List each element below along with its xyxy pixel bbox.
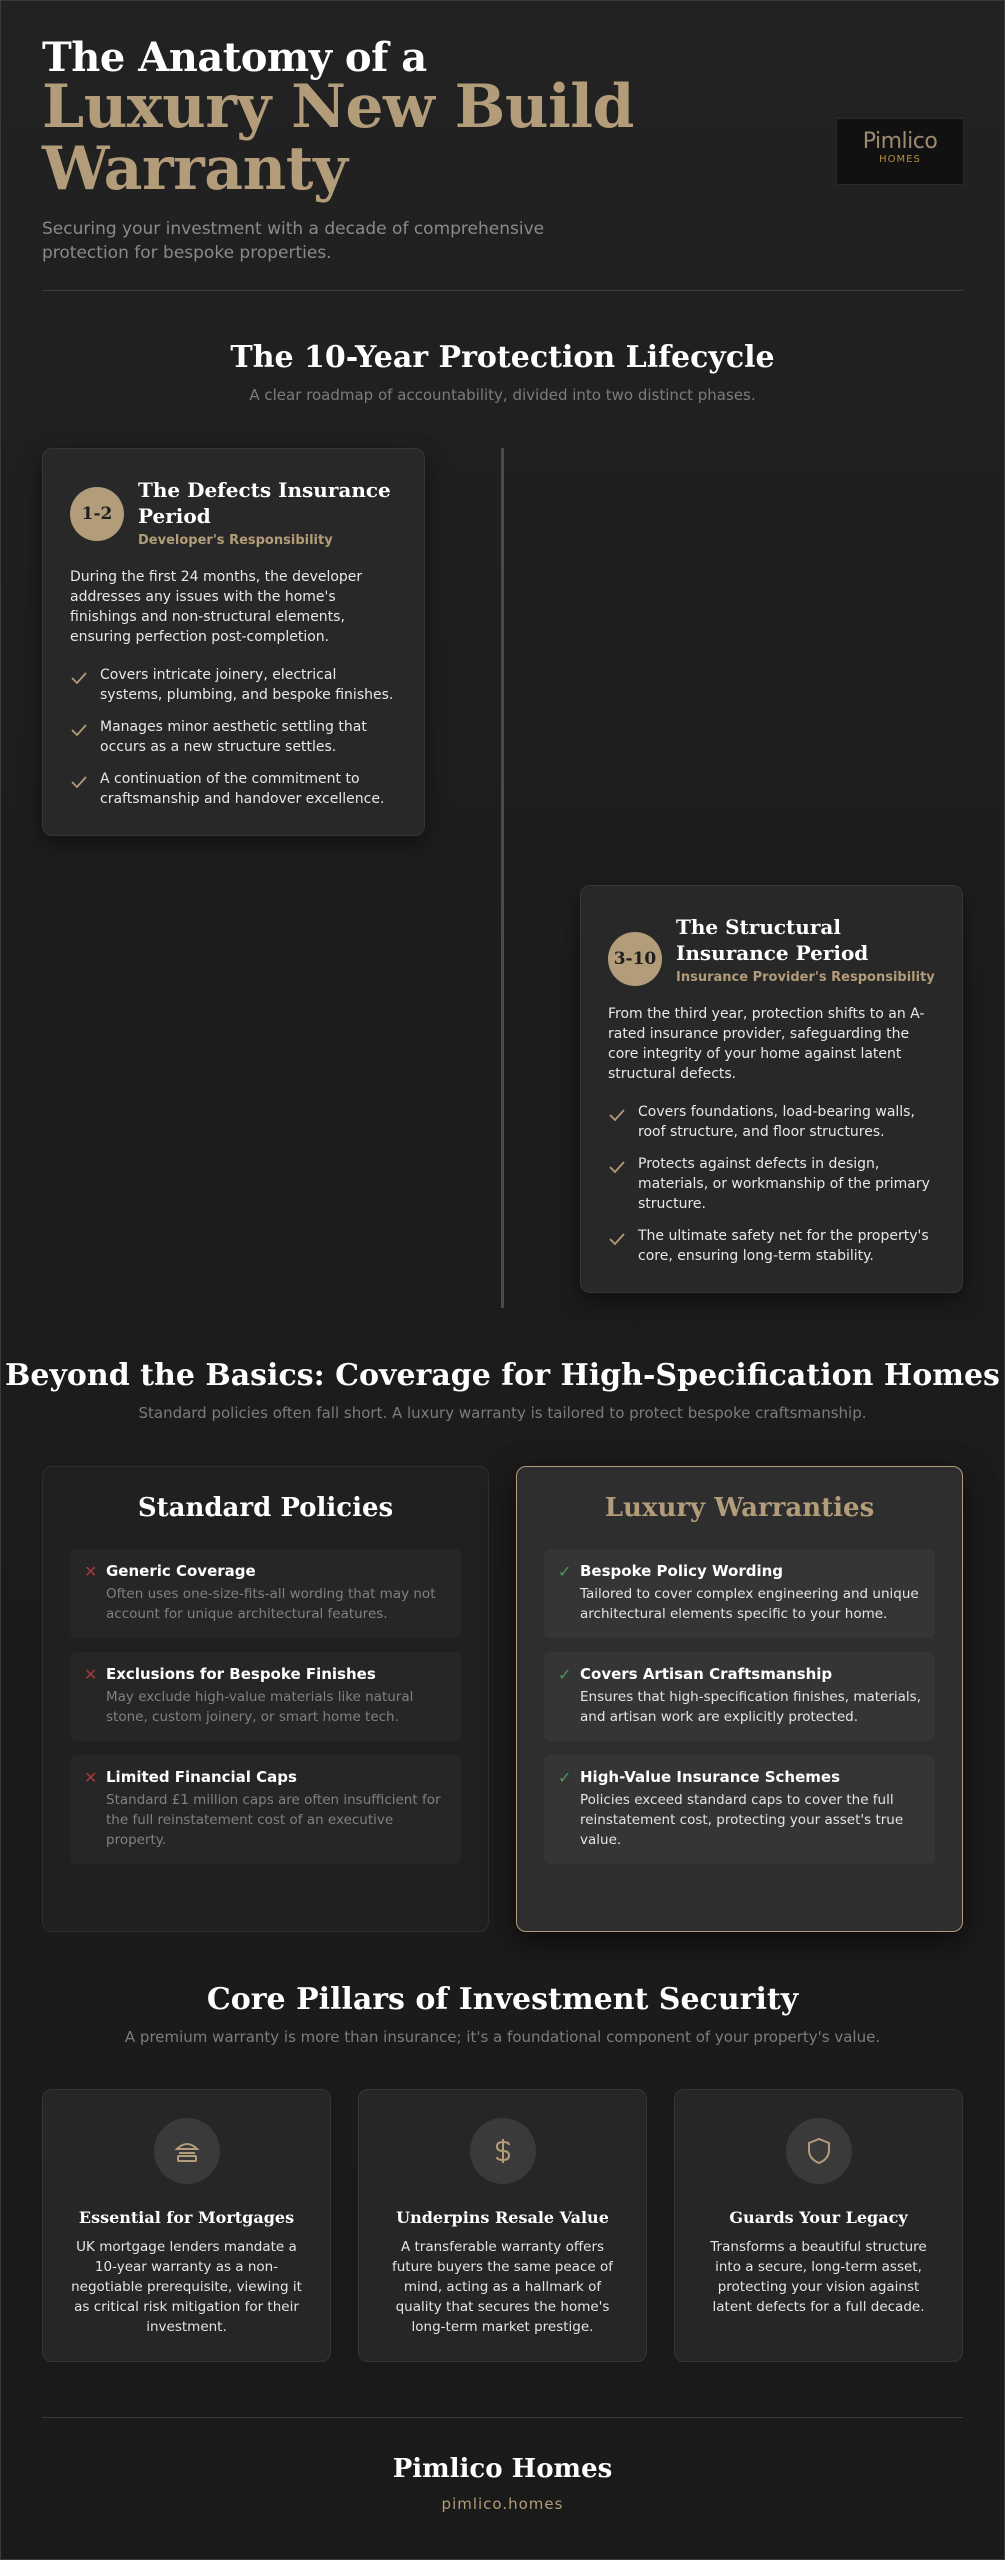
check-icon: ✓ bbox=[558, 1768, 572, 1787]
lifecycle-subtitle: A clear roadmap of accountability, divided into two distinct phases. bbox=[249, 386, 756, 404]
item-title: Exclusions for Bespoke Finishes bbox=[106, 1665, 376, 1683]
phase-description: During the first 24 months, the developer addresses any issues with the home's finishings and non-structural elements, ensuring perfection post-completion. bbox=[70, 569, 363, 645]
check-icon: ✓ bbox=[558, 1665, 572, 1684]
page-title-line2: Luxury New Build Warranty bbox=[42, 72, 634, 204]
pillar-title: Guards Your Legacy bbox=[729, 2208, 908, 2227]
dollar-icon bbox=[470, 2118, 536, 2184]
phase-badge: 3-10 bbox=[608, 932, 662, 986]
pillar-desc: UK mortgage lenders mandate a 10-year warranty as a non-negotiable prerequisite, viewing it as critical risk mitigation for their investment. bbox=[71, 2239, 302, 2335]
phase-role: Developer's Responsibility bbox=[138, 533, 333, 548]
page-subtitle: Securing your investment with a decade of comprehensive protection for bespoke properties. bbox=[42, 219, 545, 263]
pimlico-logo[interactable] bbox=[836, 118, 964, 185]
phase-card-defects bbox=[42, 448, 425, 836]
check-icon bbox=[70, 669, 88, 687]
list-item bbox=[608, 1226, 935, 1266]
check-icon bbox=[608, 1158, 626, 1176]
phase-title: The Structural Insurance Period bbox=[676, 915, 869, 965]
pillar-card-mortgages bbox=[42, 2089, 331, 2362]
timeline-line bbox=[501, 448, 504, 1308]
item-title: Generic Coverage bbox=[106, 1562, 256, 1580]
point-text: Manages minor aesthetic settling that occurs as a new structure settles. bbox=[100, 719, 367, 755]
list-item bbox=[544, 1652, 935, 1741]
list-item bbox=[608, 1102, 935, 1142]
item-title: Limited Financial Caps bbox=[106, 1768, 297, 1786]
phase-role: Insurance Provider's Responsibility bbox=[676, 970, 935, 985]
pillar-title: Essential for Mortgages bbox=[78, 2208, 295, 2227]
comparison-title: Beyond the Basics: Coverage for High-Specification Homes bbox=[5, 1358, 1000, 1393]
list-item bbox=[70, 1755, 461, 1864]
pillar-desc: A transferable warranty offers future buyers the same peace of mind, acting as a hallmark of quality that secures the home's long-term market prestige. bbox=[392, 2239, 613, 2335]
pillar-desc: Transforms a beautiful structure into a secure, long-term asset, protecting your vision against latent defects for a full decade. bbox=[710, 2239, 927, 2315]
cross-icon: ✕ bbox=[84, 1768, 98, 1787]
luxury-warranties-card bbox=[516, 1466, 963, 1932]
point-text: A continuation of the commitment to craftsmanship and handover excellence. bbox=[100, 771, 385, 807]
item-desc: Standard £1 million caps are often insufficient for the full reinstatement cost of an executive property. bbox=[106, 1792, 441, 1848]
phase-badge: 1-2 bbox=[70, 487, 124, 541]
check-icon bbox=[608, 1106, 626, 1124]
phase-card-structural bbox=[580, 885, 963, 1293]
luxury-warranties-title: Luxury Warranties bbox=[604, 1493, 875, 1523]
item-desc: May exclude high-value materials like natural stone, custom joinery, or smart home tech. bbox=[106, 1689, 414, 1725]
list-item bbox=[544, 1549, 935, 1638]
lifecycle-title: The 10-Year Protection Lifecycle bbox=[230, 340, 775, 375]
phase-title: The Defects Insurance Period bbox=[138, 478, 391, 528]
item-title: Covers Artisan Craftsmanship bbox=[580, 1665, 833, 1683]
comparison-subtitle: Standard policies often fall short. A luxury warranty is tailored to protect bespoke craftsmanship. bbox=[138, 1404, 867, 1422]
item-desc: Tailored to cover complex engineering and unique architectural elements specific to your home. bbox=[580, 1586, 919, 1622]
footer-name: Pimlico Homes bbox=[392, 2454, 613, 2484]
footer-link[interactable]: pimlico.homes bbox=[441, 2495, 564, 2513]
logo-sub: HOMES bbox=[879, 154, 921, 165]
list-item bbox=[608, 1154, 935, 1214]
point-text: The ultimate safety net for the property's core, ensuring long-term stability. bbox=[638, 1228, 929, 1264]
footer-divider bbox=[42, 2417, 963, 2418]
check-icon bbox=[608, 1230, 626, 1248]
item-desc: Policies exceed standard caps to cover the full reinstatement cost, protecting your asset's true value. bbox=[580, 1792, 904, 1848]
item-desc: Often uses one-size-fits-all wording that may not account for unique architectural features. bbox=[106, 1586, 436, 1622]
page-title-line1: The Anatomy of a bbox=[42, 34, 427, 81]
item-desc: Ensures that high-specification finishes, materials, and artisan work are explicitly protected. bbox=[580, 1689, 921, 1725]
pillars-subtitle: A premium warranty is more than insurance; it's a foundational component of your property's value. bbox=[124, 2028, 881, 2046]
list-item bbox=[70, 1652, 461, 1741]
point-text: Covers foundations, load-bearing walls, roof structure, and floor structures. bbox=[638, 1104, 915, 1140]
logo-name: Pimlico bbox=[862, 129, 938, 154]
phase-description: From the third year, protection shifts to an A-rated insurance provider, safeguarding the core integrity of your home against latent structural defects. bbox=[608, 1006, 925, 1082]
standard-policies-card bbox=[42, 1466, 489, 1932]
standard-policies-title: Standard Policies bbox=[137, 1493, 394, 1523]
phase-points bbox=[70, 665, 397, 809]
list-item bbox=[544, 1755, 935, 1864]
pillar-card-resale bbox=[358, 2089, 647, 2362]
list-item bbox=[70, 717, 397, 757]
list-item bbox=[70, 769, 397, 809]
shield-icon bbox=[786, 2118, 852, 2184]
pillar-card-legacy bbox=[674, 2089, 963, 2362]
pillar-title: Underpins Resale Value bbox=[396, 2208, 609, 2227]
bank-icon bbox=[154, 2118, 220, 2184]
list-item bbox=[70, 665, 397, 705]
cross-icon: ✕ bbox=[84, 1665, 98, 1684]
header-divider bbox=[42, 290, 963, 291]
phase-points bbox=[608, 1102, 935, 1266]
list-item bbox=[70, 1549, 461, 1638]
item-title: High-Value Insurance Schemes bbox=[580, 1768, 841, 1786]
pillars-title: Core Pillars of Investment Security bbox=[206, 1982, 799, 2017]
check-icon bbox=[70, 773, 88, 791]
check-icon bbox=[70, 721, 88, 739]
check-icon: ✓ bbox=[558, 1562, 572, 1581]
point-text: Covers intricate joinery, electrical systems, plumbing, and bespoke finishes. bbox=[100, 667, 394, 703]
item-title: Bespoke Policy Wording bbox=[580, 1562, 784, 1580]
point-text: Protects against defects in design, materials, or workmanship of the primary structure. bbox=[638, 1156, 930, 1212]
cross-icon: ✕ bbox=[84, 1562, 98, 1581]
